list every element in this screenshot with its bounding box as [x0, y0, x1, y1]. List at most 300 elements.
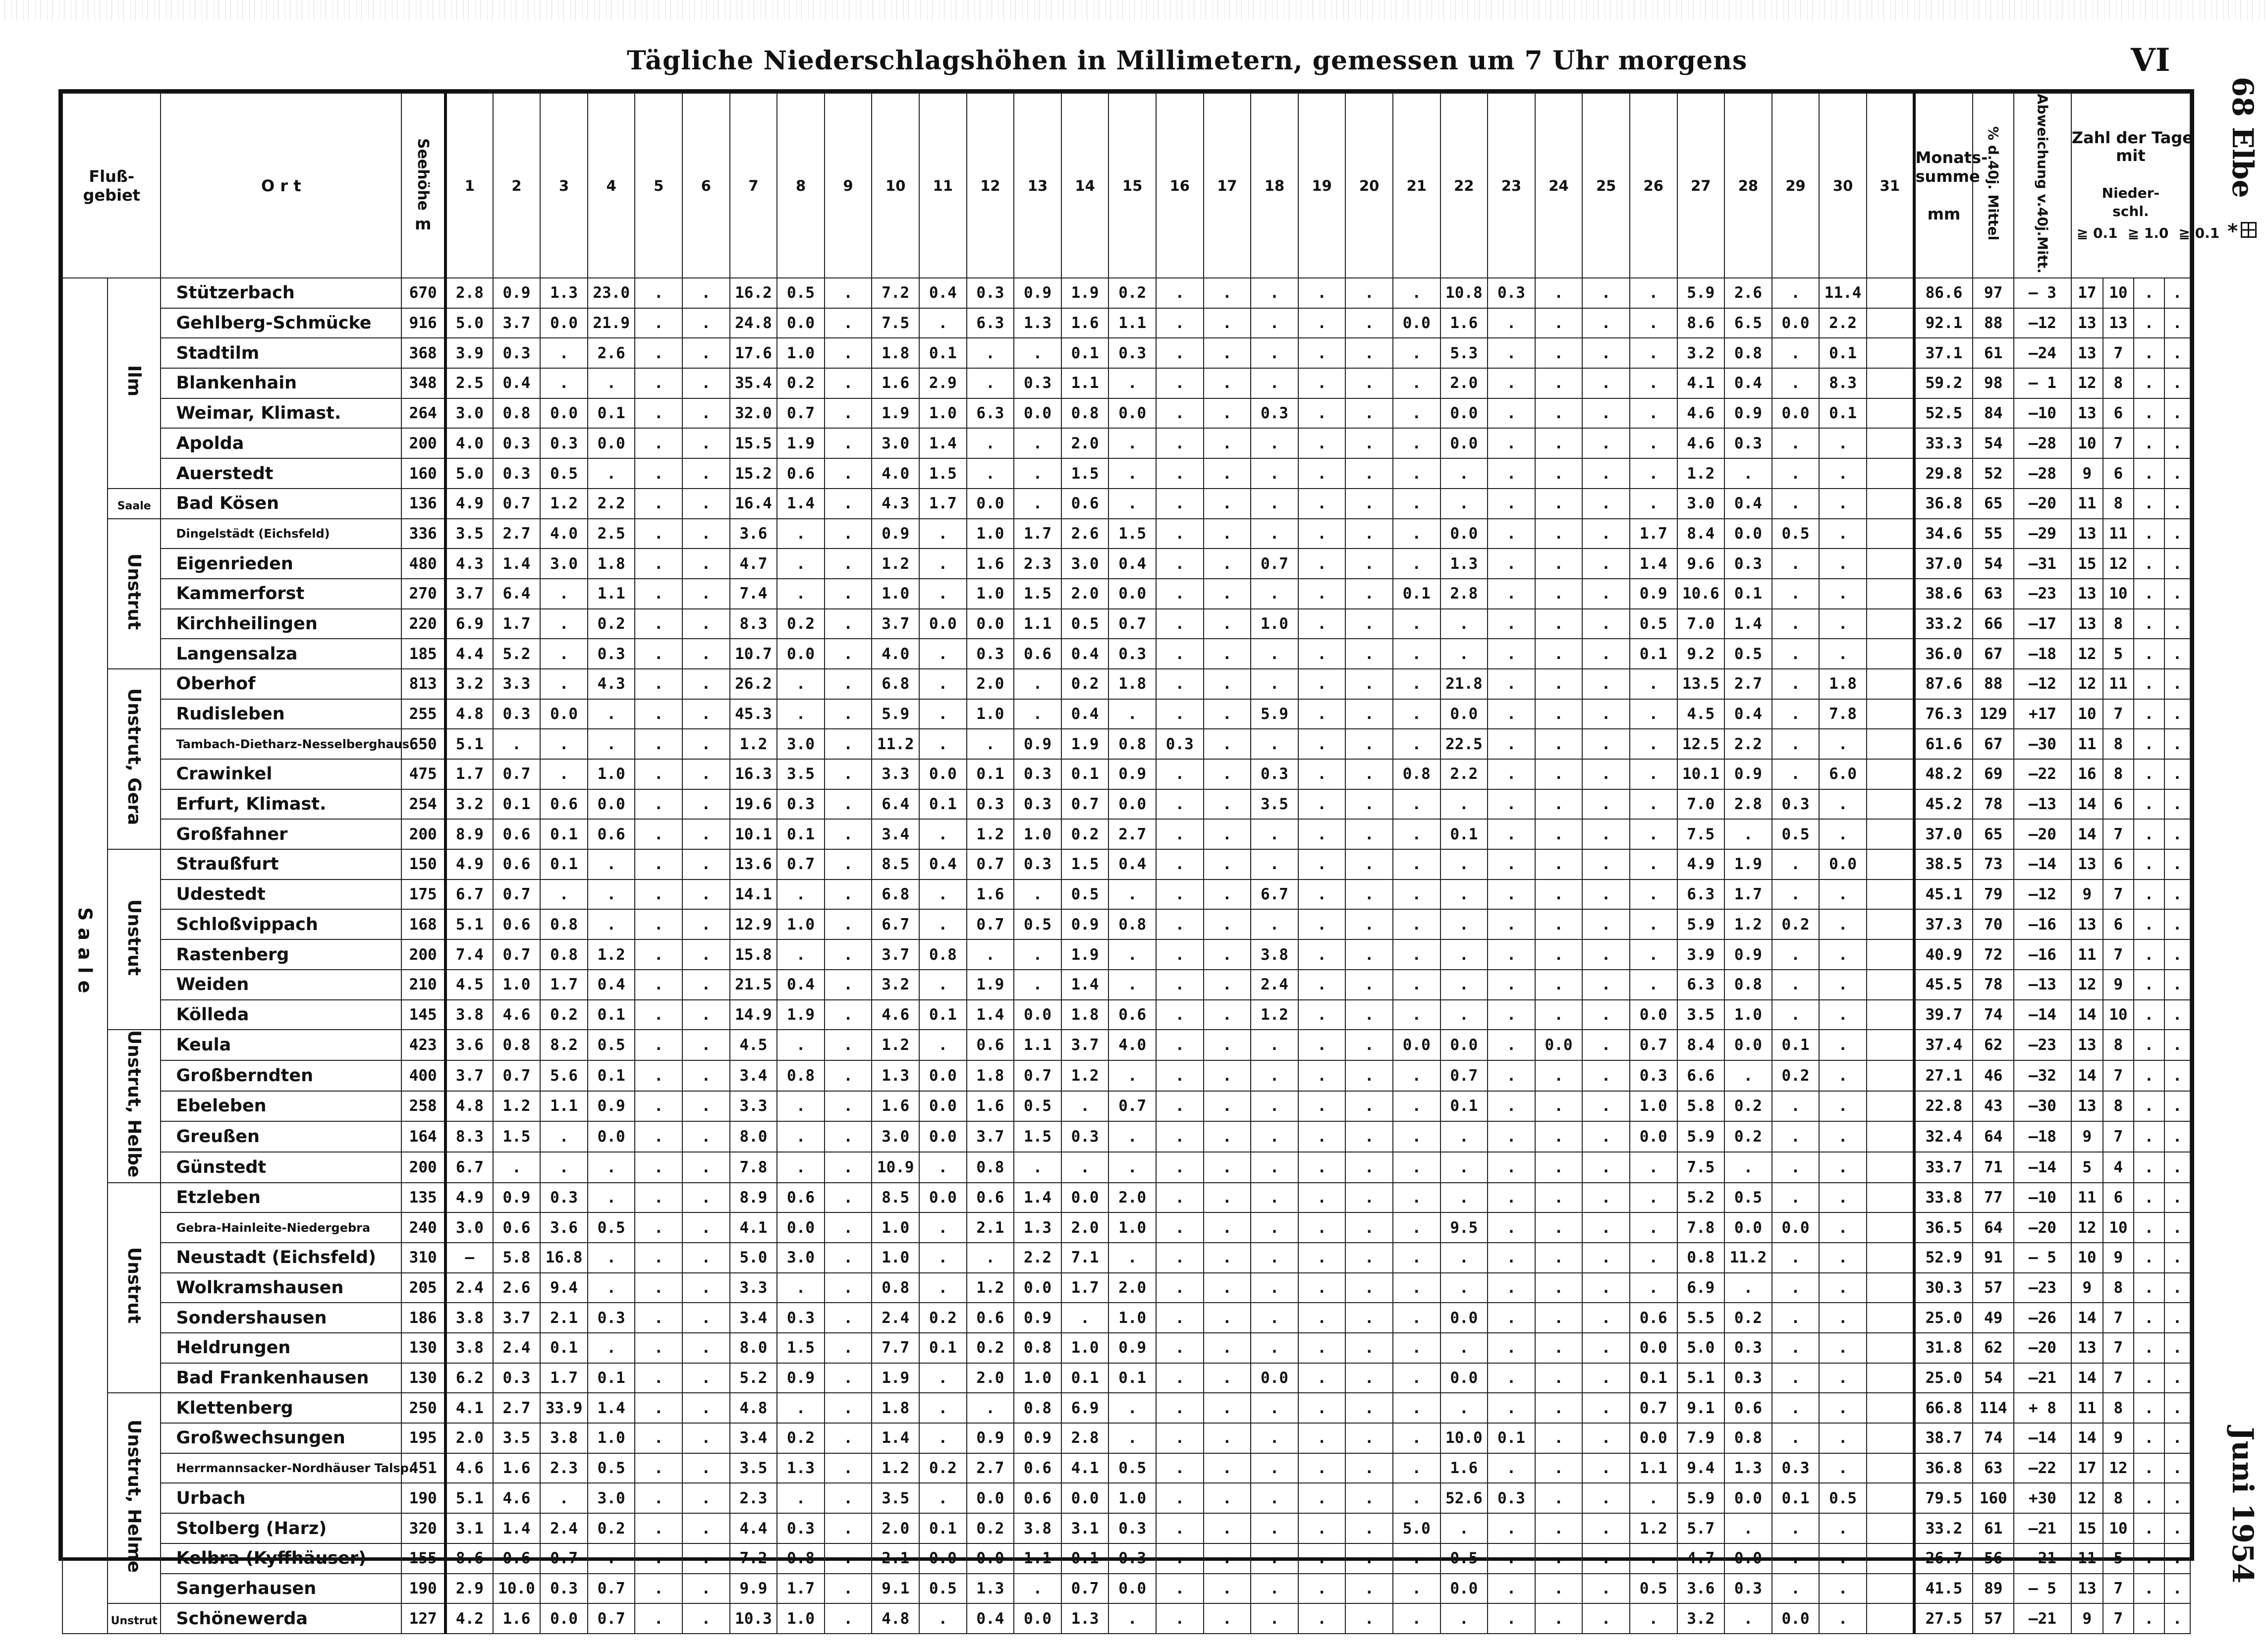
day-value: . — [1535, 338, 1583, 368]
day-value: 0.0 — [1393, 1030, 1440, 1060]
day-value: 2.2 — [1724, 729, 1772, 759]
days-ge-1-0: 7 — [2103, 1333, 2134, 1363]
day-value — [1867, 669, 1914, 699]
day-value: 0.0 — [588, 428, 635, 458]
day-value: . — [1724, 1273, 1772, 1303]
day-value: . — [682, 759, 730, 789]
day-value: . — [1014, 1152, 1061, 1183]
day-value: . — [1345, 1453, 1393, 1483]
day-value: . — [682, 278, 730, 308]
day-value: . — [1488, 1363, 1535, 1393]
day-value: . — [967, 1393, 1014, 1423]
day-value: 1.4 — [967, 1000, 1014, 1030]
snow-days: . — [2134, 669, 2164, 699]
header-day-8: 8 — [777, 93, 825, 278]
day-value: 14.1 — [730, 879, 777, 910]
day-value: . — [1156, 609, 1204, 639]
day-value: . — [825, 699, 872, 729]
day-value: 0.6 — [1014, 1453, 1061, 1483]
deviation: —16 — [2014, 909, 2071, 939]
day-value: 1.2 — [872, 549, 919, 579]
day-value: 0.0 — [1108, 1574, 1156, 1604]
day-value: 3.8 — [1251, 939, 1298, 970]
pct-of-mean: 54 — [1973, 428, 2014, 458]
day-value: 2.3 — [730, 1483, 777, 1513]
day-value: 2.4 — [1251, 970, 1298, 1000]
day-value: 2.2 — [1819, 308, 1867, 338]
day-value: . — [1204, 1243, 1251, 1273]
days-ge-1-0: 6 — [2103, 1183, 2134, 1213]
day-value: 0.7 — [493, 1060, 541, 1091]
day-value: . — [1772, 1543, 1820, 1574]
day-value: 52.6 — [1440, 1483, 1488, 1513]
day-value: . — [825, 669, 872, 699]
header-day-17: 17 — [1204, 93, 1251, 278]
days-ge-0-1: 15 — [2071, 1513, 2103, 1543]
day-value: . — [1535, 819, 1583, 849]
header-day-30: 30 — [1819, 93, 1867, 278]
day-value: 0.0 — [777, 308, 825, 338]
day-value: . — [1061, 1303, 1109, 1333]
day-value: 1.0 — [919, 398, 967, 429]
day-value: 1.7 — [1630, 519, 1677, 549]
snow-days: . — [2134, 970, 2164, 1000]
day-value: 0.5 — [1724, 639, 1772, 669]
day-value: . — [1204, 849, 1251, 879]
day-value: . — [1156, 338, 1204, 368]
snow-days: . — [2134, 1091, 2164, 1122]
thunder-days: . — [2164, 1000, 2190, 1030]
days-ge-1-0: 8 — [2103, 1030, 2134, 1060]
day-value: . — [967, 939, 1014, 970]
days-ge-1-0: 7 — [2103, 428, 2134, 458]
day-value: . — [1393, 1574, 1440, 1604]
pct-of-mean: 66 — [1973, 609, 2014, 639]
day-value: 0.1 — [540, 819, 588, 849]
day-value: . — [1156, 1333, 1204, 1363]
day-value: . — [825, 579, 872, 609]
snow-days: . — [2134, 1121, 2164, 1152]
day-value: . — [1630, 699, 1677, 729]
day-value: 10.8 — [1440, 278, 1488, 308]
pct-of-mean: 64 — [1973, 1121, 2014, 1152]
day-value: 2.2 — [1014, 1243, 1061, 1273]
day-value: . — [919, 1273, 967, 1303]
day-value: 0.5 — [540, 458, 588, 489]
day-value: 26.2 — [730, 669, 777, 699]
station-elevation: 145 — [401, 1000, 445, 1030]
day-value: . — [635, 458, 682, 489]
day-value: . — [1156, 1453, 1204, 1483]
day-value: 1.0 — [872, 1243, 919, 1273]
day-value: 0.9 — [1014, 729, 1061, 759]
pct-of-mean: 79 — [1973, 879, 2014, 910]
header-day-20: 20 — [1345, 93, 1393, 278]
day-value: . — [1630, 1152, 1677, 1183]
day-value: 9.6 — [1677, 549, 1725, 579]
day-value: 0.0 — [1724, 1543, 1772, 1574]
day-value: . — [1298, 1543, 1346, 1574]
day-value: . — [1535, 368, 1583, 398]
day-value: . — [1156, 699, 1204, 729]
day-value: . — [1251, 368, 1298, 398]
station-name: Langensalza — [161, 639, 401, 669]
day-value: . — [1630, 970, 1677, 1000]
day-value: . — [1582, 1152, 1630, 1183]
day-value: . — [825, 1121, 872, 1152]
days-ge-0-1: 14 — [2071, 819, 2103, 849]
day-value: 7.2 — [872, 278, 919, 308]
day-value: . — [1582, 1453, 1630, 1483]
day-value: 1.9 — [1061, 278, 1109, 308]
day-value: 0.2 — [1772, 1060, 1820, 1091]
day-value: . — [1393, 1363, 1440, 1393]
day-value: 4.3 — [588, 669, 635, 699]
day-value: . — [540, 729, 588, 759]
days-ge-1-0: 7 — [2103, 879, 2134, 910]
day-value: . — [825, 549, 872, 579]
day-value: . — [1488, 699, 1535, 729]
station-elevation: 175 — [401, 879, 445, 910]
day-value: . — [919, 699, 967, 729]
day-value: . — [1819, 1513, 1867, 1543]
day-value: 3.4 — [730, 1060, 777, 1091]
days-ge-0-1: 13 — [2071, 398, 2103, 429]
day-value: . — [1204, 458, 1251, 489]
day-value: . — [1204, 1363, 1251, 1393]
day-value: . — [825, 1152, 872, 1183]
day-value: 0.5 — [1108, 1453, 1156, 1483]
day-value: . — [1535, 639, 1583, 669]
day-value: 15.8 — [730, 939, 777, 970]
day-value: . — [635, 278, 682, 308]
day-value: 3.7 — [967, 1121, 1014, 1152]
table-row — [62, 609, 2190, 639]
day-value: . — [1204, 1183, 1251, 1213]
pct-of-mean: 62 — [1973, 1333, 2014, 1363]
days-ge-1-0: 7 — [2103, 1303, 2134, 1333]
day-value: 0.0 — [1440, 1363, 1488, 1393]
day-value: . — [1204, 1303, 1251, 1333]
day-value: . — [1156, 849, 1204, 879]
day-value: . — [1582, 398, 1630, 429]
day-value: . — [1772, 458, 1820, 489]
day-value: 0.6 — [967, 1303, 1014, 1333]
day-value: 0.3 — [1488, 278, 1535, 308]
header-day-4: 4 — [588, 93, 635, 278]
deviation: —22 — [2014, 1453, 2071, 1483]
day-value: 5.2 — [730, 1363, 777, 1393]
table-row — [62, 278, 2190, 308]
day-value: 2.0 — [1440, 368, 1488, 398]
header-day-3: 3 — [540, 93, 588, 278]
day-value: . — [1772, 1152, 1820, 1183]
day-value: . — [1819, 1574, 1867, 1604]
station-name: Oberhof — [161, 669, 401, 699]
deviation: —16 — [2014, 939, 2071, 970]
deviation: — 5 — [2014, 1243, 2071, 1273]
day-value — [1867, 549, 1914, 579]
day-value — [1867, 1091, 1914, 1122]
day-value: 0.8 — [1724, 1423, 1772, 1453]
day-value: . — [1204, 939, 1251, 970]
day-value — [1867, 1423, 1914, 1453]
day-value: . — [682, 849, 730, 879]
day-value: . — [1488, 669, 1535, 699]
day-value: . — [1345, 1000, 1393, 1030]
day-value: . — [635, 939, 682, 970]
day-value: 35.4 — [730, 368, 777, 398]
deviation: —20 — [2014, 1212, 2071, 1243]
day-value: . — [1345, 1393, 1393, 1423]
day-value: . — [1582, 1333, 1630, 1363]
day-value: . — [1393, 1183, 1440, 1213]
monthly-sum: 36.8 — [1914, 489, 1973, 519]
table-row — [62, 729, 2190, 759]
day-value: . — [1440, 939, 1488, 970]
header-day-21: 21 — [1393, 93, 1440, 278]
snow-days: . — [2134, 759, 2164, 789]
deviation: —20 — [2014, 1333, 2071, 1363]
day-value: . — [1204, 549, 1251, 579]
day-value: 5.1 — [445, 1483, 493, 1513]
day-value: 2.4 — [493, 1333, 541, 1363]
day-value: 0.0 — [1724, 1030, 1772, 1060]
snow-days: . — [2134, 609, 2164, 639]
day-value: . — [1488, 789, 1535, 820]
day-value: 0.3 — [1014, 368, 1061, 398]
snow-days: . — [2134, 1423, 2164, 1453]
day-value: . — [1772, 1000, 1820, 1030]
day-value: 0.5 — [1014, 909, 1061, 939]
day-value: 1.9 — [872, 1363, 919, 1393]
day-value: . — [1819, 1000, 1867, 1030]
day-value: 10.1 — [730, 819, 777, 849]
day-value: . — [1204, 1000, 1251, 1030]
day-value: . — [1630, 909, 1677, 939]
day-value: . — [1535, 1333, 1583, 1363]
table-row — [62, 669, 2190, 699]
day-value: . — [635, 1363, 682, 1393]
day-value: . — [682, 1152, 730, 1183]
day-value: . — [635, 1483, 682, 1513]
days-ge-1-0: 7 — [2103, 699, 2134, 729]
station-elevation: 240 — [401, 1212, 445, 1243]
day-value: . — [777, 1483, 825, 1513]
day-value: . — [1772, 639, 1820, 669]
day-value: . — [682, 789, 730, 820]
day-value: 9.4 — [1677, 1453, 1725, 1483]
day-value: . — [1772, 1273, 1820, 1303]
station-elevation: 650 — [401, 729, 445, 759]
day-value: . — [1108, 699, 1156, 729]
day-value: 0.3 — [540, 1574, 588, 1604]
day-value: 3.8 — [1014, 1513, 1061, 1543]
day-value: . — [1535, 609, 1583, 639]
thunder-days: . — [2164, 1121, 2190, 1152]
station-elevation: 190 — [401, 1483, 445, 1513]
day-value — [1867, 579, 1914, 609]
day-value — [1867, 1543, 1914, 1574]
day-value: . — [1204, 1543, 1251, 1574]
day-value: 2.4 — [540, 1513, 588, 1543]
days-ge-1-0: 12 — [2103, 1453, 2134, 1483]
days-ge-0-1: 13 — [2071, 909, 2103, 939]
day-value: 3.0 — [1677, 489, 1725, 519]
day-value: . — [1440, 849, 1488, 879]
day-value: 0.6 — [493, 849, 541, 879]
day-value: . — [682, 639, 730, 669]
day-value: 2.6 — [588, 338, 635, 368]
day-value: 3.7 — [445, 1060, 493, 1091]
day-value: . — [1393, 1423, 1440, 1453]
header-snow-ge-01: ≧ 0.1 — [2178, 224, 2220, 241]
day-value: 1.0 — [493, 970, 541, 1000]
day-value: . — [1724, 1152, 1772, 1183]
day-value: 1.1 — [540, 1091, 588, 1122]
day-value: . — [682, 1000, 730, 1030]
day-value — [1867, 1152, 1914, 1183]
day-value: . — [682, 1393, 730, 1423]
day-value: 1.9 — [1061, 729, 1109, 759]
day-value — [1867, 368, 1914, 398]
day-value: . — [1156, 1393, 1204, 1423]
day-value: 1.3 — [1440, 549, 1488, 579]
day-value: . — [682, 1243, 730, 1273]
day-value: 10.1 — [1677, 759, 1725, 789]
day-value: 1.5 — [1061, 458, 1109, 489]
header-day-25: 25 — [1582, 93, 1630, 278]
day-value: 16.3 — [730, 759, 777, 789]
day-value: . — [1345, 1030, 1393, 1060]
days-ge-0-1: 13 — [2071, 849, 2103, 879]
day-value: . — [919, 669, 967, 699]
days-ge-1-0: 8 — [2103, 609, 2134, 639]
day-value: 1.6 — [1061, 308, 1109, 338]
day-value: . — [1772, 729, 1820, 759]
pct-of-mean: 97 — [1973, 278, 2014, 308]
river-group-text: Saale — [117, 499, 151, 512]
header-day-22: 22 — [1440, 93, 1488, 278]
day-value: 1.8 — [1819, 669, 1867, 699]
day-value: 0.8 — [493, 1030, 541, 1060]
station-name: Heldrungen — [161, 1333, 401, 1363]
station-elevation: 813 — [401, 669, 445, 699]
header-monatssumme: Monats- summe mm — [1914, 93, 1973, 278]
day-value: . — [1298, 278, 1346, 308]
day-value: 0.2 — [1724, 1091, 1772, 1122]
precipitation-table-frame — [58, 89, 2238, 1629]
day-value: 0.8 — [777, 1060, 825, 1091]
day-value: 0.8 — [777, 1543, 825, 1574]
river-group-text: Unstrut — [124, 899, 145, 976]
day-value: 0.1 — [1488, 1423, 1535, 1453]
table-row — [62, 819, 2190, 849]
days-ge-0-1: 14 — [2071, 1303, 2103, 1333]
day-value: . — [1298, 1212, 1346, 1243]
day-value: . — [967, 458, 1014, 489]
day-value: 0.1 — [919, 338, 967, 368]
pct-of-mean: 98 — [1973, 368, 2014, 398]
day-value: 0.3 — [1108, 1513, 1156, 1543]
day-value: 3.2 — [445, 669, 493, 699]
day-value: . — [1204, 1212, 1251, 1243]
day-value: . — [1014, 699, 1061, 729]
header-seehoehe-label: Seehöhe — [414, 138, 432, 211]
day-value: 9.2 — [1677, 639, 1725, 669]
station-elevation: 255 — [401, 699, 445, 729]
day-value: . — [1251, 1513, 1298, 1543]
day-value: 7.1 — [1061, 1243, 1109, 1273]
day-value: . — [1204, 819, 1251, 849]
day-value: . — [1108, 1423, 1156, 1453]
day-value: . — [682, 1333, 730, 1363]
day-value: 0.8 — [540, 909, 588, 939]
day-value: 3.8 — [445, 1303, 493, 1333]
day-value: 0.0 — [1724, 1483, 1772, 1513]
pct-of-mean: 67 — [1973, 639, 2014, 669]
day-value: . — [1298, 458, 1346, 489]
table-row — [62, 1273, 2190, 1303]
day-value: . — [1156, 1574, 1204, 1604]
day-value: . — [1345, 1303, 1393, 1333]
day-value: 2.7 — [493, 519, 541, 549]
day-value: 6.5 — [1724, 308, 1772, 338]
day-value: . — [1440, 609, 1488, 639]
day-value: 6.7 — [445, 879, 493, 910]
day-value: . — [1819, 1393, 1867, 1423]
table-row — [62, 1453, 2190, 1483]
day-value: . — [1724, 1513, 1772, 1543]
days-ge-0-1: 10 — [2071, 699, 2103, 729]
day-value: 4.0 — [540, 519, 588, 549]
day-value: 5.0 — [445, 458, 493, 489]
day-value: . — [635, 1574, 682, 1604]
day-value: 6.7 — [1251, 879, 1298, 910]
day-value: 0.1 — [1819, 398, 1867, 429]
day-value: . — [967, 368, 1014, 398]
day-value: . — [825, 368, 872, 398]
day-value: . — [1535, 1303, 1583, 1333]
table-row — [62, 1030, 2190, 1060]
day-value: . — [1630, 1543, 1677, 1574]
day-value: 0.3 — [1108, 639, 1156, 669]
station-name: Großwechsungen — [161, 1423, 401, 1453]
day-value: . — [1156, 1483, 1204, 1513]
day-value: . — [1819, 879, 1867, 910]
day-value: . — [1772, 699, 1820, 729]
day-value: . — [635, 1273, 682, 1303]
station-elevation: 168 — [401, 909, 445, 939]
day-value: . — [1582, 1243, 1630, 1273]
day-value: . — [1582, 609, 1630, 639]
header-day-9: 9 — [825, 93, 872, 278]
station-name: Weiden — [161, 970, 401, 1000]
day-value: 21.9 — [588, 308, 635, 338]
monthly-sum: 59.2 — [1914, 368, 1973, 398]
day-value: . — [1204, 1091, 1251, 1122]
day-value: 0.0 — [540, 308, 588, 338]
day-value: 0.7 — [493, 879, 541, 910]
station-elevation: 210 — [401, 970, 445, 1000]
day-value: 3.0 — [777, 1243, 825, 1273]
day-value — [1867, 338, 1914, 368]
day-value: 0.0 — [967, 1483, 1014, 1513]
day-value: . — [1488, 909, 1535, 939]
day-value: . — [1345, 1183, 1393, 1213]
day-value: . — [825, 398, 872, 429]
day-value: 5.9 — [1251, 699, 1298, 729]
